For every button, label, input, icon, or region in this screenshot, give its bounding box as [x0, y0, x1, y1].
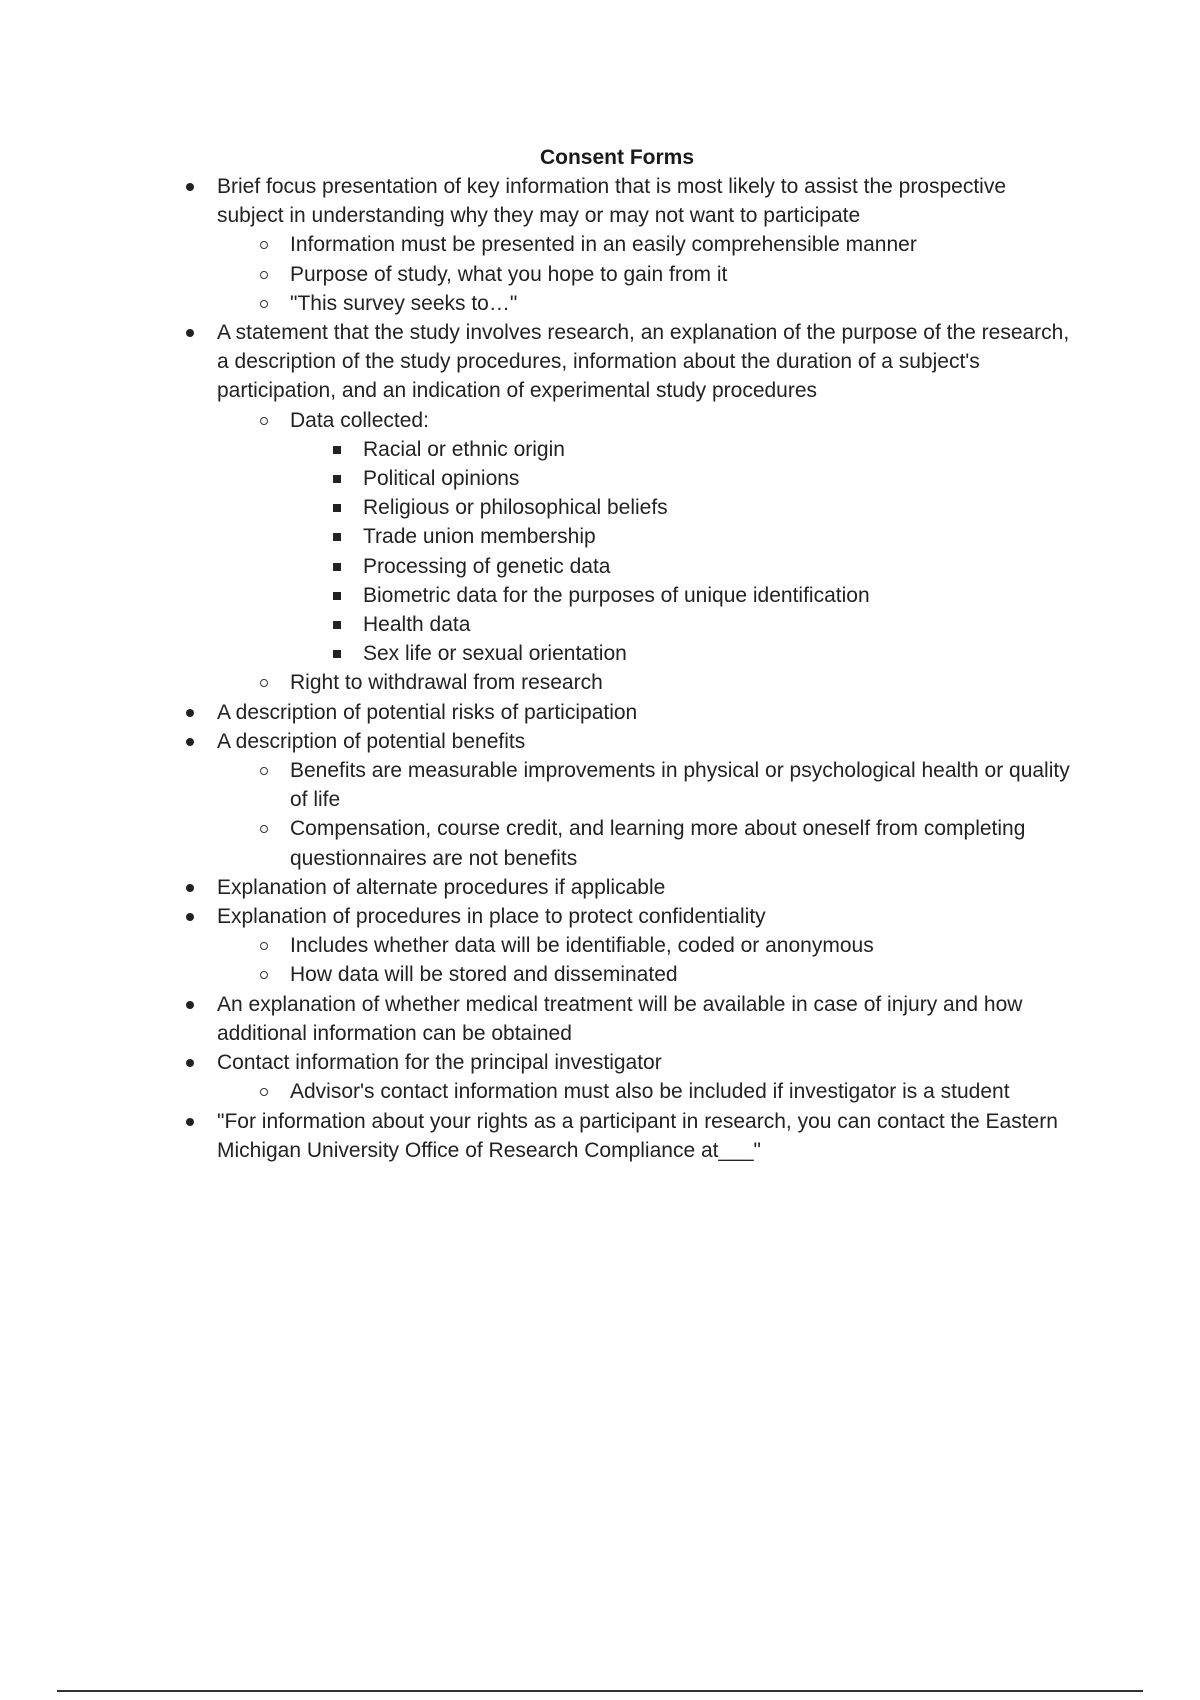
sub-list: [250, 406, 1077, 698]
sub-list-item: [250, 406, 1077, 669]
list-item: [177, 1107, 1077, 1165]
list-item-text: Explanation of alternate procedures if applicable: [217, 875, 666, 899]
list-item: [177, 1048, 1077, 1106]
list-item: [177, 902, 1077, 990]
list-item: [177, 727, 1077, 873]
list-item-text: Contact information for the principal investigator: [217, 1051, 662, 1075]
list-item-text: A description of potential benefits: [217, 729, 526, 753]
data-collected-item: Sex life or sexual orientation: [323, 639, 1077, 668]
list-item: [177, 990, 1077, 1048]
data-collected-item: Trade union membership: [323, 522, 1077, 551]
sub-list-item: Purpose of study, what you hope to gain from it: [250, 260, 1077, 289]
page-title: Consent Forms: [539, 146, 694, 169]
sub-list-item: Compensation, course credit, and learning more about oneself from completing questionnaires are not benefits: [250, 814, 1077, 872]
sub-list: [250, 756, 1077, 873]
consent-items-list: [177, 172, 1077, 1165]
sub-list-item: Information must be presented in an easily comprehensible manner: [250, 230, 1077, 259]
list-item: [177, 873, 1077, 902]
document-body: [177, 172, 1077, 1165]
sub-list: [250, 931, 1077, 989]
sub-list-item: Includes whether data will be identifiable, coded or anonymous: [250, 931, 1077, 960]
data-collected-list: [323, 435, 1077, 669]
data-collected-item: Religious or philosophical beliefs: [323, 493, 1077, 522]
data-collected-item: Political opinions: [323, 464, 1077, 493]
list-item: [177, 698, 1077, 727]
data-collected-item: Racial or ethnic origin: [323, 435, 1077, 464]
list-item: [177, 318, 1077, 698]
sub-list-item: Advisor's contact information must also be included if investigator is a student: [250, 1077, 1077, 1106]
list-item-text: A statement that the study involves research, an explanation of the purpose of the research, a description of the study procedures, information about the duration of a subject's participation, and an indication of experimental study procedures: [217, 321, 1070, 403]
list-item-text: Explanation of procedures in place to protect confidentiality: [217, 905, 766, 929]
list-item-text: A description of potential risks of participation: [217, 700, 638, 724]
list-item-text: Brief focus presentation of key information that is most likely to assist the prospective subject in understanding why they may or may not want to participate: [217, 175, 1007, 228]
data-collected-label: Data collected:: [290, 408, 429, 432]
data-collected-item: Health data: [323, 610, 1077, 639]
sub-list-item: Benefits are measurable improvements in physical or psychological health or quality of life: [250, 756, 1077, 814]
list-item-text: An explanation of whether medical treatment will be available in case of injury and how additional information can be obtained: [217, 992, 1023, 1045]
list-item: [177, 172, 1077, 318]
sub-list: [250, 1077, 1077, 1106]
sub-list-item: How data will be stored and disseminated: [250, 960, 1077, 989]
sub-list-item: "This survey seeks to…": [250, 289, 1077, 318]
sub-list: [250, 230, 1077, 318]
list-item-text: "For information about your rights as a participant in research, you can contact the Eastern Michigan University Office of Research Compliance at___": [217, 1109, 1058, 1162]
data-collected-item: Biometric data for the purposes of unique identification: [323, 581, 1077, 610]
data-collected-item: Processing of genetic data: [323, 552, 1077, 581]
sub-list-item: Right to withdrawal from research: [250, 668, 1077, 697]
footer-divider: [57, 1690, 1143, 1692]
